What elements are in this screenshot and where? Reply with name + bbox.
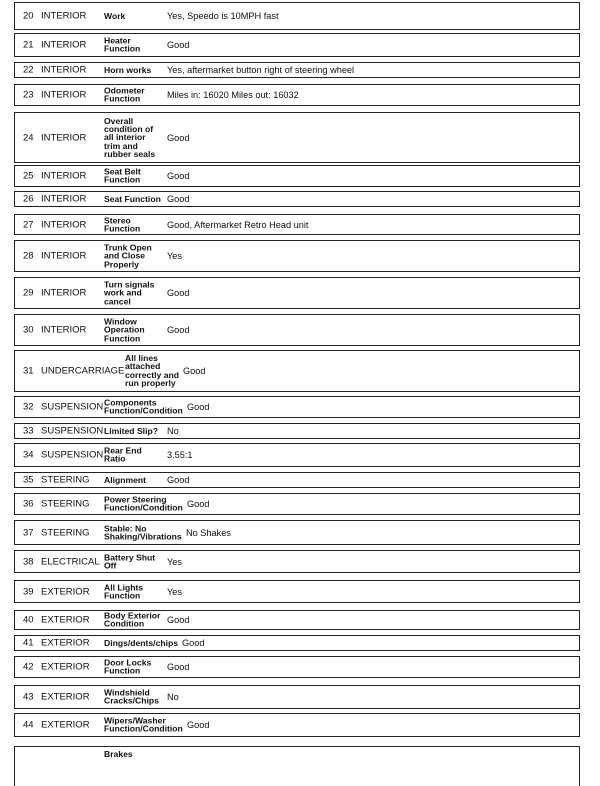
table-row [14,33,580,57]
row-number: 38 [23,556,34,567]
row-item [104,639,178,647]
row-item [104,399,183,416]
row-item-line: Function/Condition [104,503,183,513]
row-number: 20 [23,10,34,22]
row-number: 29 [23,287,34,299]
row-item-line: trim and [104,140,138,151]
table-row [14,610,580,630]
row-item-line: work and [104,287,142,298]
row-category: UNDERCARRIAGE [41,365,125,377]
row-number: 26 [23,193,34,205]
row-item-line: Window [104,316,137,327]
row-value: Yes [167,251,182,261]
row-value: Yes, Speedo is 10MPH fast [167,11,279,21]
row-value: Good [167,475,190,485]
row-item-line: Off [104,560,117,571]
row-item [104,66,151,74]
row-item-line: Function [104,333,141,344]
row-item [104,37,140,54]
row-item-line: Turn signals [104,279,155,290]
row-item-line: Function [104,590,141,601]
row-number: 40 [23,614,34,626]
row-number: 28 [23,250,34,262]
row-number: 32 [23,401,34,413]
row-item-line: attached [125,361,161,372]
row-value: Miles in: 16020 Miles out: 16032 [167,90,299,100]
row-value: Good [187,499,210,509]
row-value: Good [167,132,190,143]
row-value: Good [187,402,210,412]
row-item [104,659,151,676]
table-row [14,214,580,235]
row-category: EXTERIOR [41,691,90,703]
row-item [104,447,142,464]
row-item-line: Alignment [104,474,147,485]
row-category: INTERIOR [41,170,87,182]
row-number: 44 [23,719,34,731]
row-value: No Shakes [186,527,231,538]
table-row [14,580,580,603]
row-category: SUSPENSION [41,401,104,413]
row-item-line: All lines [125,353,158,364]
row-item-line: Brakes [104,749,133,759]
row-item [104,12,125,20]
row-category: STEERING [41,498,90,510]
row-item-line: and Close [104,250,146,261]
row-item-line: Condition [104,619,145,629]
row-number: 25 [23,170,34,182]
table-row [14,62,580,78]
row-number: 36 [23,498,34,510]
row-value: Good [167,662,190,672]
row-item-line: Function [104,44,141,54]
row-item-line: cancel [104,296,131,307]
table-row [14,472,580,488]
row-number: 41 [23,637,34,649]
row-item-line: Work [104,10,126,21]
row-item-line: Rear End [104,445,142,456]
row-number: 30 [23,324,34,336]
table-row [14,314,580,346]
table-row [14,656,580,678]
row-category: EXTERIOR [41,719,90,731]
row-value: Good [167,325,190,335]
table-row [14,550,580,573]
row-category: INTERIOR [41,219,87,230]
row-item-line: all interior [104,132,146,143]
row-item-line: Function/Condition [104,406,183,416]
row-item-line: All Lights [104,582,144,593]
row-item-line: Battery Shut [104,552,156,563]
row-category: INTERIOR [41,39,87,51]
row-number: 39 [23,586,34,597]
row-number: 33 [23,425,34,437]
row-item [104,116,155,158]
row-category: INTERIOR [41,324,87,336]
row-item-line: Odometer [104,85,145,96]
row-category: EXTERIOR [41,661,90,673]
row-number: 35 [23,474,34,486]
row-category: STEERING [41,527,90,538]
row-item [104,280,154,305]
row-item-line: Seat Function [104,193,161,204]
row-item-line: Ratio [104,454,126,464]
row-number: 24 [23,132,34,143]
row-item-line: Heater [104,35,131,46]
row-item [104,553,155,570]
row-item-line: condition of [104,123,154,134]
row-item-line: Properly [104,259,139,270]
row-value: No [167,426,179,436]
row-item-line: Stable: No [104,523,147,534]
row-category: ELECTRICAL [41,556,100,567]
table-row [14,112,580,163]
row-item-line: Limited Slip? [104,425,158,436]
row-item-line: Overall [104,115,134,126]
table-row [14,165,580,187]
table-row [14,84,580,106]
table-row [14,423,580,439]
row-item [104,168,141,185]
row-item-line: Cracks/Chips [104,696,159,706]
row-value: Good [167,40,190,50]
row-item [104,496,183,513]
row-item [104,750,133,758]
row-value: No [167,692,179,702]
row-category: INTERIOR [41,193,87,205]
table-row [14,191,580,207]
table-row [14,713,580,737]
row-item-line: Door Locks [104,657,152,668]
row-item-line: Function/Condition [104,724,183,734]
row-category: INTERIOR [41,132,87,143]
row-item-line: rubber seals [104,149,156,160]
row-item-line: Stereo [104,215,131,226]
row-item-line: Components [104,397,157,408]
row-item-line: Seat Belt [104,166,141,177]
row-value: Good [167,288,190,298]
row-item-line: Power Steering [104,494,167,505]
row-item-line: Function [104,666,141,676]
row-category: INTERIOR [41,250,87,262]
row-item [104,243,152,268]
row-number: 31 [23,365,34,377]
table-row [14,443,580,467]
row-category: EXTERIOR [41,614,90,626]
table-row [14,277,580,309]
row-item [104,216,140,233]
table-row [14,746,580,786]
row-item [104,583,143,600]
row-number: 42 [23,661,34,673]
row-value: 3.55:1 [167,450,193,460]
row-item-line: Shaking/Vibrations [104,531,182,542]
row-value: Good [167,615,190,625]
row-number: 22 [23,64,34,76]
table-row [14,635,580,651]
row-item-line: Body Exterior [104,610,161,621]
row-number: 43 [23,691,34,703]
row-value: Good [182,638,205,648]
row-category: EXTERIOR [41,586,90,597]
table-row [14,2,580,30]
row-value: Good, Aftermarket Retro Head unit [167,219,309,230]
row-item-line: Function [104,223,141,234]
row-value: Good [183,366,206,376]
table-row [14,520,580,545]
row-number: 23 [23,89,34,101]
row-item [104,524,182,541]
row-category: SUSPENSION [41,425,104,437]
row-item [104,195,161,203]
row-item-line: Wipers/Washer [104,715,166,726]
row-number: 34 [23,449,34,461]
row-item-line: Operation [104,324,145,335]
table-row [14,350,580,392]
row-item-line: Dings/dents/chips [104,637,179,648]
row-item [104,717,183,734]
row-item [104,317,145,342]
table-row [14,685,580,709]
table-row [14,396,580,418]
row-value: Good [187,720,210,730]
row-value: Good [167,194,190,204]
row-value: Good [167,171,190,181]
table-row [14,493,580,515]
row-category: INTERIOR [41,10,87,22]
row-item-line: run properly [125,378,176,389]
row-category: STEERING [41,474,90,486]
row-item [104,427,158,435]
row-item-line: Trunk Open [104,242,152,253]
row-category: SUSPENSION [41,449,104,461]
row-item-line: Horn works [104,64,152,75]
row-number: 37 [23,527,34,538]
row-item [104,476,146,484]
row-item-line: correctly and [125,370,179,380]
row-category: INTERIOR [41,64,87,76]
row-item-line: Function [104,94,141,104]
row-category: EXTERIOR [41,637,90,649]
row-item [104,87,145,104]
row-item [104,689,159,706]
row-item-line: Windshield [104,687,150,698]
row-category: INTERIOR [41,287,87,299]
row-item [125,354,179,388]
row-category: INTERIOR [41,89,87,101]
row-item-line: Function [104,175,141,185]
row-value: Yes [167,556,182,567]
row-number: 27 [23,219,34,230]
row-number: 21 [23,39,34,51]
row-value: Yes, aftermarket button right of steering wheel [167,65,355,75]
row-item [104,612,160,629]
table-row [14,240,580,272]
row-value: Yes [167,586,182,597]
